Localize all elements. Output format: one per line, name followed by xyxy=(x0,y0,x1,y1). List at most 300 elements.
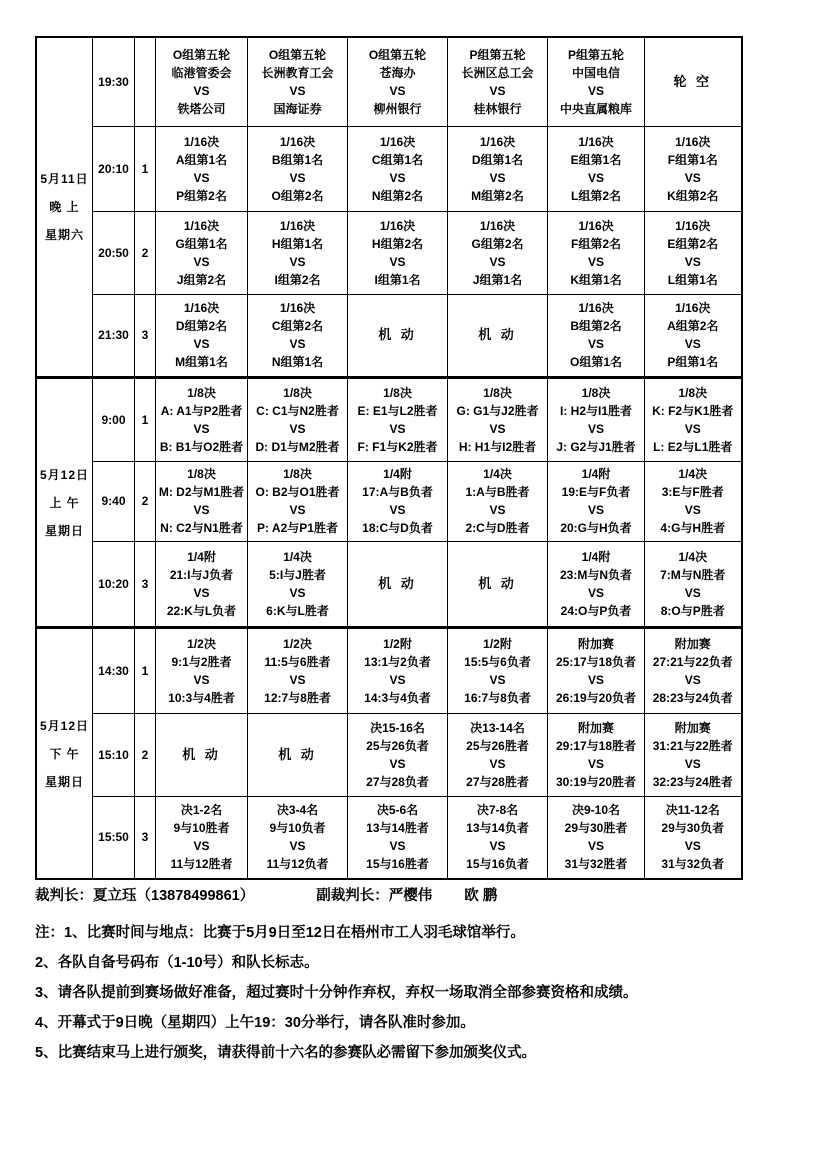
match-cell-line: VS xyxy=(587,254,604,269)
match-cell xyxy=(645,294,742,377)
match-cell-line: 12:7与8胜者 xyxy=(264,690,331,705)
match-cell-line: VS xyxy=(684,421,701,436)
round-number-cell: 1 xyxy=(135,377,156,461)
match-cell-line: H组第2名 xyxy=(371,236,424,251)
chief-referee: 裁判长：夏立珏（13878499861） xyxy=(35,888,255,904)
match-cell xyxy=(448,713,548,796)
match-cell-line: 21:I与J负者 xyxy=(169,567,234,582)
match-cell-line: 1/4附 xyxy=(581,549,611,564)
time-cell: 21:30 xyxy=(93,294,135,377)
match-cell-line: 决3-4名 xyxy=(276,803,319,818)
match-cell xyxy=(348,796,448,879)
schedule-row xyxy=(36,796,742,879)
match-cell-line: 附加赛 xyxy=(674,636,711,651)
match-cell-line: 1/8决 xyxy=(678,385,708,400)
match-cell-line: 铁塔公司 xyxy=(177,101,226,116)
note-line: 注：1、比赛时间与地点：比赛于5月9日至12日在梧州市工人羽毛球馆举行。 xyxy=(35,925,525,941)
match-cell-line: O组第2名 xyxy=(271,188,324,203)
time-cell: 9:00 xyxy=(93,377,135,461)
match-cell-line: 1/16决 xyxy=(675,134,711,149)
match-cell-line: 1/8决 xyxy=(187,385,216,400)
match-cell xyxy=(448,627,548,713)
match-cell xyxy=(645,377,742,461)
match-cell-line: VS xyxy=(489,839,506,854)
match-cell-line: 1/16决 xyxy=(183,218,220,233)
match-cell-line: J组第1名 xyxy=(472,272,523,287)
match-cell-line: VS xyxy=(289,839,306,854)
match-cell-line: E: E1与L2胜者 xyxy=(357,403,438,418)
match-cell-line: VS xyxy=(684,337,701,351)
match-cell-line: VS xyxy=(587,337,604,351)
match-cell-line: 13与14胜者 xyxy=(366,821,429,836)
match-cell-line: 20:G与H负者 xyxy=(560,521,632,535)
match-cell-line: VS xyxy=(489,756,506,771)
match-cell xyxy=(645,541,742,627)
match-cell-line: 1/2决 xyxy=(187,636,216,651)
match-cell-line: VS xyxy=(587,756,604,771)
match-cell xyxy=(348,627,448,713)
schedule-table-body xyxy=(36,37,742,879)
match-cell-line: E组第1名 xyxy=(570,152,622,167)
match-cell-line: 1/16决 xyxy=(183,301,220,315)
match-cell-line: P组第五轮 xyxy=(469,47,526,62)
match-cell xyxy=(448,541,548,627)
schedule-row xyxy=(36,294,742,377)
match-cell-line: VS xyxy=(489,83,506,98)
time-cell: 9:40 xyxy=(93,461,135,541)
match-cell-line: VS xyxy=(193,337,210,351)
match-cell-line: 6:K与L胜者 xyxy=(266,603,329,618)
match-cell-line: VS xyxy=(389,421,406,436)
match-cell-line: 1/16决 xyxy=(183,134,220,149)
date-cell xyxy=(36,377,93,627)
match-cell-line: J组第2名 xyxy=(176,272,227,287)
match-cell-line: VS xyxy=(684,170,701,185)
match-cell-line: N: C2与N1胜者 xyxy=(160,521,243,535)
match-cell-line: 9与10胜者 xyxy=(173,821,230,836)
match-cell-line: VS xyxy=(389,170,406,185)
match-cell-line: 14:3与4负者 xyxy=(364,690,431,705)
match-cell-line: K组第1名 xyxy=(570,272,622,287)
match-cell-line: B: B1与O2胜者 xyxy=(159,439,244,454)
match-cell-line: 机 动 xyxy=(378,327,417,343)
match-cell-line: 附加赛 xyxy=(577,720,614,735)
match-cell xyxy=(348,377,448,461)
match-cell-line: C组第2名 xyxy=(271,319,324,333)
match-cell-line: 机 动 xyxy=(478,575,517,591)
match-cell xyxy=(248,211,348,294)
match-cell xyxy=(548,211,645,294)
match-cell xyxy=(548,713,645,796)
match-cell-line: 1/16决 xyxy=(479,218,516,233)
match-cell-line: 中央直属粮库 xyxy=(559,101,632,116)
match-cell-line: E组第2名 xyxy=(667,236,719,251)
match-cell-line: 2:C与D胜者 xyxy=(465,521,530,535)
date-line: 晚 上 xyxy=(49,200,80,215)
match-cell-line: VS xyxy=(389,254,406,269)
match-cell-line: VS xyxy=(489,170,506,185)
match-cell-line: 1/4决 xyxy=(483,467,512,481)
match-cell-line: M组第1名 xyxy=(175,355,228,369)
match-cell-line: 1/2附 xyxy=(483,636,512,651)
match-cell-line: 19:E与F负者 xyxy=(561,485,631,499)
match-cell-line: D组第2名 xyxy=(175,319,228,333)
match-cell xyxy=(156,541,248,627)
match-cell-line: 1/4决 xyxy=(678,549,708,564)
match-cell-line: P组第1名 xyxy=(667,355,719,369)
match-cell-line: VS xyxy=(684,672,701,687)
match-cell xyxy=(348,126,448,211)
match-cell-line: 决11-12名 xyxy=(665,803,720,818)
match-cell-line: 1/8决 xyxy=(483,385,512,400)
match-cell-line: 1/8决 xyxy=(283,385,312,400)
match-cell-line: 1/16决 xyxy=(675,218,711,233)
match-cell-line: I组第1名 xyxy=(374,272,421,287)
match-cell-line: 附加赛 xyxy=(674,720,711,735)
match-cell-line: 13:1与2负者 xyxy=(364,654,431,669)
match-cell-line: P组第2名 xyxy=(176,188,227,203)
match-cell-line: 轮 空 xyxy=(673,74,713,89)
match-cell xyxy=(548,377,645,461)
match-cell xyxy=(248,126,348,211)
time-cell: 19:30 xyxy=(93,37,135,126)
round-number-cell: 2 xyxy=(135,713,156,796)
match-cell-line: O组第1名 xyxy=(569,355,622,369)
match-cell-line: VS xyxy=(193,839,210,854)
match-cell xyxy=(156,796,248,879)
match-cell-line: 27与28负者 xyxy=(366,774,429,789)
match-cell-line: VS xyxy=(389,756,406,771)
match-cell-line: 24:O与P负者 xyxy=(560,603,632,618)
match-cell-line: H组第1名 xyxy=(271,236,324,251)
match-cell xyxy=(448,377,548,461)
match-cell-line: I组第2名 xyxy=(274,272,321,287)
time-cell: 10:20 xyxy=(93,541,135,627)
match-cell-line: 29与30负者 xyxy=(661,821,725,836)
round-number-cell: 1 xyxy=(135,126,156,211)
note-line: 5、比赛结束马上进行颁奖，请获得前十六名的参赛队必需留下参加颁奖仪式。 xyxy=(35,1045,537,1061)
match-cell-line: J: G2与J1胜者 xyxy=(556,439,636,454)
match-cell-line: 15:5与6负者 xyxy=(464,654,531,669)
match-cell-line: F组第2名 xyxy=(570,236,621,251)
match-cell xyxy=(156,461,248,541)
match-cell-line: 决7-8名 xyxy=(476,803,519,818)
match-cell-line: 机 动 xyxy=(378,575,417,591)
match-cell-line: O组第五轮 xyxy=(172,47,231,62)
schedule-row xyxy=(36,713,742,796)
match-cell-line: 1/8决 xyxy=(187,467,216,481)
match-cell-line: 17:A与B负者 xyxy=(362,485,433,499)
match-cell-line: 苍海办 xyxy=(379,65,416,80)
round-number-cell: 3 xyxy=(135,541,156,627)
match-cell xyxy=(645,796,742,879)
match-cell xyxy=(448,211,548,294)
match-cell-line: N组第2名 xyxy=(371,188,424,203)
match-cell-line: 决5-6名 xyxy=(376,803,419,818)
match-cell-line: 5:I与J胜者 xyxy=(269,567,326,582)
match-cell xyxy=(156,37,248,126)
round-number-cell xyxy=(135,37,156,126)
match-cell-line: K组第2名 xyxy=(667,188,719,203)
schedule-row xyxy=(36,461,742,541)
match-cell-line: H: H1与I2胜者 xyxy=(458,439,537,454)
match-cell-line: 机 动 xyxy=(182,746,221,762)
match-cell-line: P: A2与P1胜者 xyxy=(257,521,338,535)
match-cell-line: 桂林银行 xyxy=(473,101,522,116)
match-cell-line: VS xyxy=(289,337,306,351)
match-cell xyxy=(248,796,348,879)
match-cell-line: L组第1名 xyxy=(667,272,718,287)
match-cell xyxy=(548,627,645,713)
match-cell xyxy=(248,713,348,796)
match-cell-line: A组第1名 xyxy=(175,152,228,167)
match-cell xyxy=(248,377,348,461)
round-number-cell: 3 xyxy=(135,796,156,879)
match-cell-line: 13与14负者 xyxy=(466,821,529,836)
match-cell-line: 31与32负者 xyxy=(661,857,725,872)
match-cell-line: M: D2与M1胜者 xyxy=(158,485,245,499)
match-cell-line: D: D1与M2胜者 xyxy=(255,439,340,454)
match-cell-line: 决13-14名 xyxy=(470,720,525,735)
match-cell-line: 1/8决 xyxy=(283,467,312,481)
match-cell-line: 附加赛 xyxy=(577,636,614,651)
match-cell-line: G组第2名 xyxy=(471,236,524,251)
match-cell-line: 7:M与N胜者 xyxy=(660,567,726,582)
match-cell-line: VS xyxy=(389,672,406,687)
match-cell-line: L组第2名 xyxy=(570,188,621,203)
match-cell-line: I: H2与I1胜者 xyxy=(559,403,632,418)
date-line: 上 午 xyxy=(49,495,80,510)
match-cell xyxy=(248,541,348,627)
match-cell-line: 27与28胜者 xyxy=(466,774,529,789)
match-cell-line: VS xyxy=(684,839,701,854)
match-cell-line: C组第1名 xyxy=(371,152,424,167)
schedule-row xyxy=(36,541,742,627)
match-cell-line: 26:19与20负者 xyxy=(555,690,637,705)
match-cell-line: 1/16决 xyxy=(279,301,316,315)
match-cell-line: G: G1与J2胜者 xyxy=(456,403,539,418)
match-cell-line: 国海证券 xyxy=(273,101,322,116)
match-cell-line: 3:E与F胜者 xyxy=(661,485,724,499)
match-cell xyxy=(548,37,645,126)
match-cell-line: 32:23与24胜者 xyxy=(652,774,733,789)
match-cell-line: VS xyxy=(587,421,604,436)
match-cell xyxy=(156,627,248,713)
match-cell xyxy=(156,713,248,796)
match-cell-line: 15与16胜者 xyxy=(366,857,429,872)
match-cell-line: 决1-2名 xyxy=(180,803,223,818)
schedule-row xyxy=(36,126,742,211)
match-cell-line: 1/16决 xyxy=(379,134,416,149)
match-cell xyxy=(645,627,742,713)
match-cell-line: 8:O与P胜者 xyxy=(660,603,725,618)
match-cell-line: 10:3与4胜者 xyxy=(168,690,235,705)
match-cell-line: O: B2与O1胜者 xyxy=(255,485,340,499)
match-cell xyxy=(448,126,548,211)
round-number-cell: 2 xyxy=(135,461,156,541)
officials-line xyxy=(35,884,795,905)
date-line: 5月11日 xyxy=(40,172,89,187)
match-cell xyxy=(348,713,448,796)
match-cell xyxy=(645,461,742,541)
match-cell-line: 1/16决 xyxy=(578,134,614,149)
match-cell xyxy=(156,294,248,377)
date-cell xyxy=(36,37,93,377)
match-cell-line: VS xyxy=(489,672,506,687)
date-line: 5月12日 xyxy=(39,718,90,733)
match-cell-line: 23:M与N负者 xyxy=(559,567,632,582)
match-cell-line: 1/16决 xyxy=(279,134,316,149)
match-cell-line: 机 动 xyxy=(478,327,517,343)
match-cell-line: 16:7与8负者 xyxy=(464,690,531,705)
match-cell-line: F组第1名 xyxy=(667,152,718,167)
match-cell-line: 长洲区总工会 xyxy=(461,65,534,80)
match-cell xyxy=(348,461,448,541)
time-cell: 20:50 xyxy=(93,211,135,294)
match-cell-line: 25:17与18负者 xyxy=(555,654,637,669)
match-cell-line: VS xyxy=(289,503,306,517)
match-cell-line: A: A1与P2胜者 xyxy=(160,403,243,418)
match-cell-line: VS xyxy=(193,421,210,436)
match-cell-line: 1/16决 xyxy=(675,301,711,315)
match-cell xyxy=(348,294,448,377)
match-cell-line: 1/4决 xyxy=(678,467,708,481)
match-cell xyxy=(645,126,742,211)
schedule-row xyxy=(36,37,742,126)
match-cell-line: 1/4决 xyxy=(283,549,312,564)
match-cell-line: B组第1名 xyxy=(271,152,324,167)
match-cell-line: L: E2与L1胜者 xyxy=(653,439,733,454)
match-cell xyxy=(645,713,742,796)
match-cell-line: K: F2与K1胜者 xyxy=(652,403,734,418)
match-cell-line: M组第2名 xyxy=(471,188,524,203)
match-cell-line: 29与30胜者 xyxy=(564,821,628,836)
schedule-table xyxy=(35,36,743,880)
match-cell-line: 4:G与H胜者 xyxy=(660,521,726,535)
match-cell-line: O组第五轮 xyxy=(368,47,427,62)
match-cell-line: 11与12胜者 xyxy=(170,857,233,872)
match-cell-line: VS xyxy=(587,83,604,98)
match-cell-line: 长洲教育工会 xyxy=(261,65,334,80)
match-cell xyxy=(248,37,348,126)
match-cell-line: O组第五轮 xyxy=(268,47,327,62)
date-line: 下 午 xyxy=(49,746,80,761)
round-number-cell: 2 xyxy=(135,211,156,294)
match-cell-line: VS xyxy=(289,83,306,98)
match-cell-line: 25与26胜者 xyxy=(466,738,529,753)
match-cell-line: VS xyxy=(489,254,506,269)
match-cell xyxy=(548,126,645,211)
match-cell-line: 27:21与22负者 xyxy=(652,654,733,669)
match-cell-line: C: C1与N2胜者 xyxy=(256,403,339,418)
match-cell-line: N组第1名 xyxy=(271,355,324,369)
match-cell-line: VS xyxy=(289,672,306,687)
match-cell-line: 31与32胜者 xyxy=(564,857,628,872)
match-cell xyxy=(156,211,248,294)
match-cell-line: 9与10负者 xyxy=(269,821,326,836)
match-cell-line: 30:19与20胜者 xyxy=(555,774,637,789)
match-cell xyxy=(645,37,742,126)
match-cell-line: VS xyxy=(289,170,306,185)
match-cell-line: VS xyxy=(193,83,210,98)
time-cell: 15:10 xyxy=(93,713,135,796)
match-cell-line: 1/4附 xyxy=(383,467,412,481)
match-cell-line: 28:23与24负者 xyxy=(652,690,733,705)
match-cell-line: VS xyxy=(193,170,210,185)
match-cell-line: 1/16决 xyxy=(578,301,614,315)
match-cell xyxy=(156,126,248,211)
match-cell-line: D组第1名 xyxy=(471,152,524,167)
match-cell-line: 临港管委会 xyxy=(171,65,232,80)
match-cell-line: 11:5与6胜者 xyxy=(264,654,331,669)
match-cell xyxy=(248,294,348,377)
match-cell-line: 29:17与18胜者 xyxy=(555,738,637,753)
match-cell xyxy=(448,461,548,541)
date-line: 星期日 xyxy=(44,523,84,538)
match-cell-line: VS xyxy=(193,585,210,600)
time-cell: 14:30 xyxy=(93,627,135,713)
match-cell-line: P组第五轮 xyxy=(567,47,624,62)
match-cell xyxy=(645,211,742,294)
match-cell-line: VS xyxy=(587,839,604,854)
match-cell-line: VS xyxy=(193,672,210,687)
match-cell xyxy=(448,37,548,126)
round-number-cell: 3 xyxy=(135,294,156,377)
match-cell-line: VS xyxy=(289,421,306,436)
match-cell-line: VS xyxy=(587,585,604,600)
match-cell-line: VS xyxy=(489,503,506,517)
date-cell xyxy=(36,627,93,879)
match-cell-line: 1/2决 xyxy=(283,636,312,651)
match-cell-line: VS xyxy=(489,421,506,436)
match-cell xyxy=(348,37,448,126)
match-cell-line: 1/8决 xyxy=(581,385,611,400)
match-cell-line: 1/16决 xyxy=(379,218,416,233)
match-cell-line: B组第2名 xyxy=(570,319,622,333)
note-line: 3、请各队提前到赛场做好准备，超过赛时十分钟作弃权，弃权一场取消全部参赛资格和成绩。 xyxy=(35,985,638,1001)
match-cell-line: 25与26负者 xyxy=(366,738,429,753)
match-cell-line: 1/16决 xyxy=(279,218,316,233)
match-cell-line: 柳州银行 xyxy=(373,101,422,116)
match-cell xyxy=(548,294,645,377)
match-cell xyxy=(548,461,645,541)
match-cell-line: G组第1名 xyxy=(175,236,228,251)
match-cell-line: 1/16决 xyxy=(479,134,516,149)
date-line: 星期日 xyxy=(44,774,84,789)
match-cell xyxy=(248,461,348,541)
deputy-referee-second: 欧 鹏 xyxy=(464,888,498,904)
match-cell-line: 1:A与B胜者 xyxy=(465,485,530,499)
match-cell-line: 11与12负者 xyxy=(266,857,329,872)
match-cell-line: 机 动 xyxy=(278,746,317,762)
match-cell-line: 9:1与2胜者 xyxy=(171,654,232,669)
match-cell xyxy=(156,377,248,461)
match-cell-line: VS xyxy=(193,503,210,517)
match-cell-line: 决15-16名 xyxy=(370,720,425,735)
match-cell xyxy=(348,541,448,627)
match-cell xyxy=(548,541,645,627)
match-cell-line: 1/2附 xyxy=(383,636,412,651)
match-cell-line: VS xyxy=(389,503,406,517)
match-cell-line: 决9-10名 xyxy=(571,803,621,818)
date-line: 5月12日 xyxy=(39,467,90,482)
match-cell-line: VS xyxy=(193,254,210,269)
schedule-row xyxy=(36,377,742,461)
match-cell-line: VS xyxy=(684,503,701,517)
deputy-referee: 副裁判长：严樱伟 xyxy=(316,888,433,904)
time-cell: 20:10 xyxy=(93,126,135,211)
match-cell-line: VS xyxy=(389,839,406,854)
